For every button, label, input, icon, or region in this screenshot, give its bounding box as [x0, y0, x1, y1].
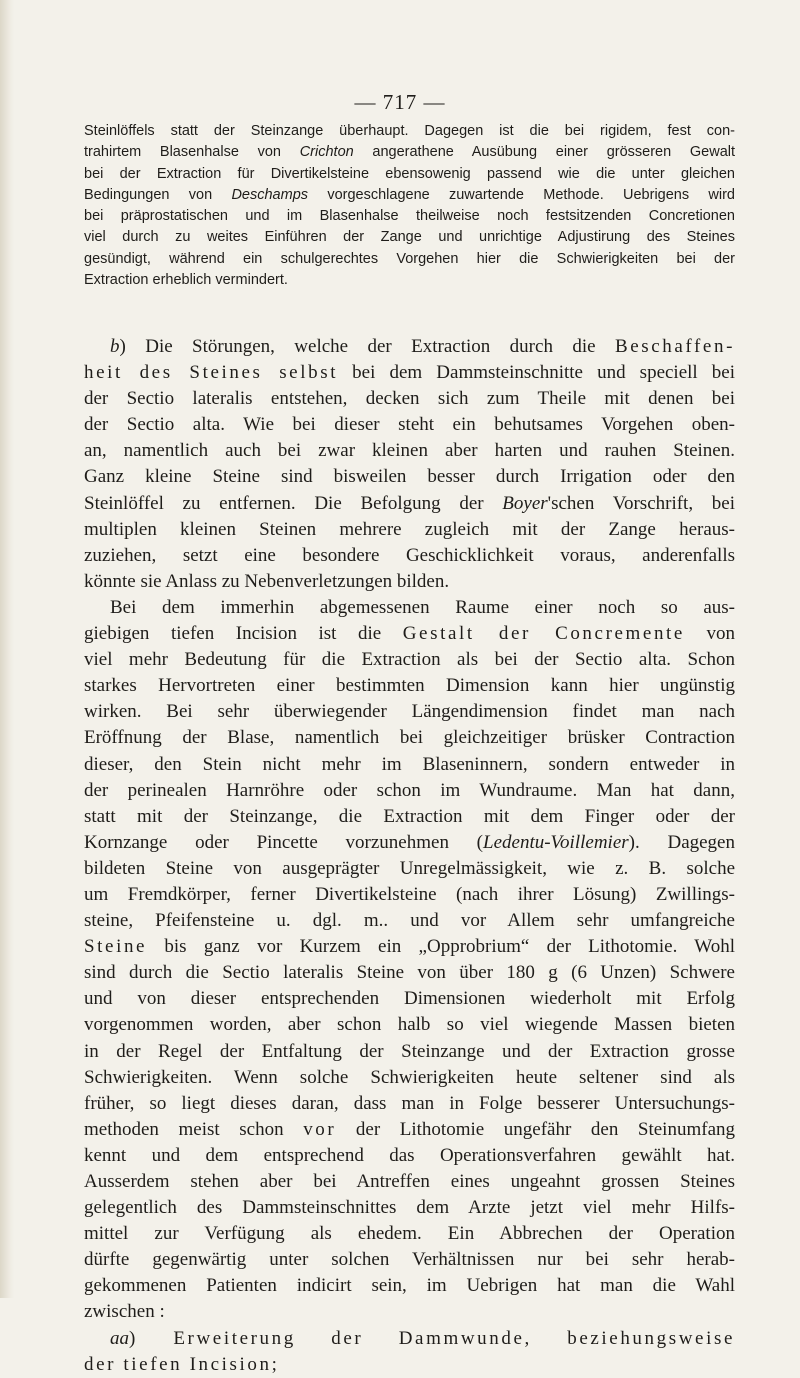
text-line: und von dieser entsprechenden Dimensionen wiederholt mit Erfolg: [84, 988, 735, 1010]
page-number: — 717 —: [354, 90, 446, 114]
text-line: bei präprostatischen und im Blasenhalse theilweise noch festsitzenden Concretionen: [84, 208, 735, 225]
page-edge-shadow: [0, 0, 14, 1298]
text-line: kennt und dem entsprechend das Operationsverfahren gewählt hat.: [84, 1144, 735, 1166]
text-run: ). Dagegen: [628, 831, 735, 853]
text-line: [84, 1326, 735, 1352]
text-line: bei der Extraction für Divertikelsteine ebensowenig passend wie die unter gleichen: [84, 165, 735, 182]
text-line: gekommenen Patienten indicirt sein, im Uebrigen hat man die Wahl: [84, 1275, 735, 1297]
spaced-emphasis: heit des Steines selbst: [84, 362, 339, 384]
text-line: der tiefen Incision;: [84, 1353, 280, 1375]
text-line: [84, 334, 735, 360]
text-line: Steinlöffels statt der Steinzange überhaupt. Dagegen ist die bei rigidem, fest con-: [84, 123, 735, 139]
spaced-emphasis: ) Erweiterung der Dammwunde, beziehungsweise: [129, 1327, 735, 1349]
author-name: Deschamps: [231, 186, 309, 203]
text-line: dieser, den Stein nicht mehr im Blaseninnern, sondern entweder in: [84, 753, 735, 775]
text-run: bei dem Dammsteinschnitte und speciell bei: [338, 362, 736, 384]
text-line: Ganz kleine Steine sind bisweilen besser durch Irrigation oder den: [84, 466, 735, 488]
text-line: könnte sie Anlass zu Nebenverletzungen bilden.: [84, 570, 450, 592]
text-line: bildeten Steine von ausgeprägter Unregelmässigkeit, wie z. B. solche: [84, 857, 735, 879]
text-run: Bedingungen von: [84, 186, 232, 203]
text-run: 'schen Vorschrift, bei: [547, 492, 735, 514]
text-line: zwischen :: [84, 1301, 165, 1323]
text-run: von: [684, 623, 735, 645]
main-text-body: [84, 334, 735, 1378]
text-line: Extraction erheblich vermindert.: [84, 272, 288, 289]
text-line: [84, 360, 735, 386]
text-run: methoden meist schon: [84, 1118, 304, 1140]
text-line: der Sectio alta. Wie bei dieser steht ein behutsames Vorgehen oben-: [84, 414, 735, 436]
text-line: Eröffnung der Blase, namentlich bei gleichzeitiger brüsker Contraction: [84, 727, 735, 749]
text-line: an, namentlich auch bei zwar kleinen aber harten und rauhen Steinen.: [84, 440, 735, 462]
text-run: bis ganz vor Kurzem ein „Opprobrium“ der Lithotomie. Wohl: [147, 936, 735, 958]
text-line: viel durch zu weites Einführen der Zange und unrichtige Adjustirung des Steines: [84, 229, 735, 246]
small-print-paragraph: [84, 121, 735, 291]
author-name: Boyer: [502, 492, 548, 514]
text-line: [84, 185, 735, 206]
text-line: [84, 142, 735, 163]
spaced-emphasis: vor: [303, 1118, 337, 1140]
text-line: Ausserdem stehen aber bei Antreffen eines ungeahnt grossen Steines: [84, 1171, 735, 1192]
text-line: zuziehen, setzt eine besondere Geschicklichkeit voraus, anderenfalls: [84, 544, 735, 566]
author-name: Ledentu-Voillemier: [483, 831, 629, 853]
text-run: Steinlöffel zu entfernen. Die Befolgung der: [84, 492, 503, 514]
text-line: der Sectio lateralis entstehen, decken sich zum Theile mit denen bei: [84, 388, 735, 410]
author-name: Crichton: [299, 144, 354, 161]
text-line: in der Regel der Entfaltung der Steinzange und der Extraction grosse: [84, 1040, 735, 1062]
text-line: gesündigt, während ein schulgerechtes Vorgehen hier die Schwierigkeiten bei der: [84, 250, 735, 267]
text-line: [84, 934, 735, 960]
section-marker: b: [110, 336, 120, 357]
text-line: früher, so liegt dieses daran, dass man in Folge besserer Untersuchungs-: [84, 1092, 735, 1114]
text-line: vorgenommen worden, aber schon halb so viel wiegende Massen bieten: [84, 1014, 735, 1036]
text-line: sind durch die Sectio lateralis Steine von über 180 g (6 Unzen) Schwere: [84, 962, 735, 984]
text-line: mittel zur Verfügung als ehedem. Ein Abbrechen der Operation: [84, 1223, 735, 1245]
text-line: Schwierigkeiten. Wenn solche Schwierigkeiten heute seltener sind als: [84, 1066, 735, 1088]
spaced-emphasis: Gestalt der Concremente: [402, 623, 685, 645]
text-line: starkes Hervortreten einer bestimmten Dimension kann hier ungünstig: [84, 675, 735, 697]
spaced-emphasis: Steine: [84, 936, 148, 958]
text-line: wirken. Bei sehr überwiegender Längendimension findet man nach: [84, 701, 735, 723]
text-run: vorgeschlagene zuwartende Methode. Uebrigens wird: [308, 186, 735, 203]
spaced-emphasis: Beschaffen-: [614, 336, 735, 357]
text-line: [84, 621, 735, 647]
text-line: Bei dem immerhin abgemessenen Raume einer noch so aus-: [110, 596, 735, 618]
text-line: der perinealen Harnröhre oder schon im Wundraume. Man hat dann,: [84, 779, 735, 801]
text-line: statt mit der Steinzange, die Extraction mit dem Finger oder der: [84, 805, 735, 827]
text-line: um Fremdkörper, ferner Divertikelsteine (nach ihrer Lösung) Zwillings-: [84, 883, 735, 905]
text-run: angerathene Ausübung einer grösseren Gewalt: [353, 144, 736, 161]
text-line: viel mehr Bedeutung für die Extraction als bei der Sectio alta. Schon: [84, 649, 735, 671]
text-run: ) Die Störungen, welche der Extraction durch die: [119, 336, 615, 357]
text-line: [84, 830, 735, 856]
text-run: giebigen tiefen Incision ist die: [84, 623, 403, 645]
text-run: der Lithotomie ungefähr den Steinumfang: [336, 1118, 736, 1140]
text-line: [84, 491, 735, 517]
text-line: gelegentlich des Dammsteinschnittes dem Arzte jetzt viel mehr Hilfs-: [84, 1197, 735, 1219]
text-line: multiplen kleinen Steinen mehrere zugleich mit der Zange heraus-: [84, 518, 735, 540]
text-line: steine, Pfeifensteine u. dgl. m.. und vor Allem sehr umfangreiche: [84, 910, 735, 932]
section-marker: aa: [110, 1327, 129, 1349]
text-line: dürfte gegenwärtig unter solchen Verhältnissen nur bei sehr herab-: [84, 1249, 735, 1271]
text-run: Kornzange oder Pincette vorzunehmen (: [84, 831, 484, 853]
text-line: [84, 1117, 735, 1143]
text-run: trahirtem Blasenhalse von: [84, 144, 300, 161]
